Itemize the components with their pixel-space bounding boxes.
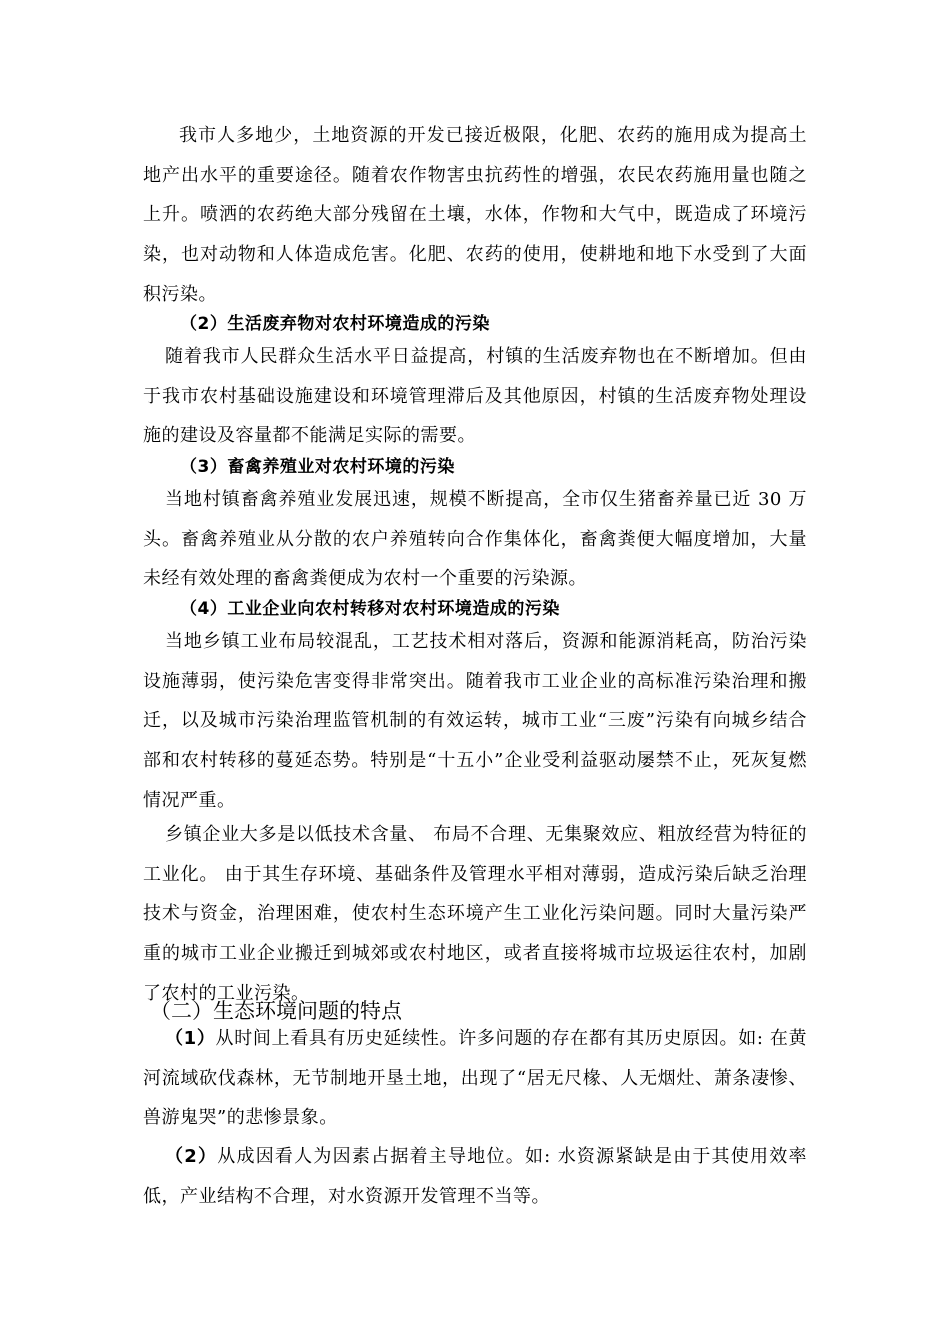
- item-label-1: （1）: [165, 1028, 216, 1049]
- section-heading-characteristics: （二）生态环境问题的特点: [150, 999, 402, 1023]
- paragraph-item-human-factor: [143, 1137, 807, 1216]
- heading-livestock: （3）畜禽养殖业对农村环境的污染: [180, 457, 455, 477]
- paragraph-industrial-transfer: 当地乡镇工业布局较混乱，工艺技术相对落后，资源和能源消耗高，防治污染设施薄弱，使污染危害变得非常突出。随着我市工业企业的高标准污染治理和搬迁，以及城市污染治理监管机制的有效运转，城市工业“三废”污染有向城乡结合部和农村转移的蔓延态势。特别是“十五小”企业受利益驱动屡禁不止，死灰复燃情况严重。: [143, 631, 807, 811]
- paragraph-item-historical: [143, 1019, 807, 1138]
- item-text-2: 从成因看人为因素占据着主导地位。如: 水资源紧缺是由于其使用效率低，产业结构不合理，对水资源开发管理不当等。: [143, 1146, 807, 1207]
- item-label-2: （2）: [165, 1146, 218, 1167]
- paragraph-township-enterprises: 乡镇企业大多是以低技术含量、 布局不合理、无集聚效应、粗放经营为特征的工业化。 由于其生存环境、基础条件及管理水平相对薄弱，造成污染后缺乏治理技术与资金，治理困难，使农村生态环境产生工业化污染问题。同时大量污染严重的城市工业企业搬迁到城郊或农村地区，或者直接将城市垃圾运往农村，加剧了农村的工业污染。: [143, 824, 807, 1004]
- heading-industrial-transfer: （4）工业企业向农村转移对农村环境造成的污染: [180, 599, 560, 619]
- heading-domestic-waste: （2）生活废弃物对农村环境造成的污染: [180, 314, 490, 334]
- paragraph-livestock: 当地村镇畜禽养殖业发展迅速，规模不断提高，全市仅生猪畜养量已近 30 万头。畜禽养殖业从分散的农户养殖转向合作集体化，畜禽粪便大幅度增加，大量未经有效处理的畜禽粪便成为农村一个重要的污染源。: [143, 489, 807, 590]
- paragraph-domestic-waste: 随着我市人民群众生活水平日益提高，村镇的生活废弃物也在不断增加。但由于我市农村基础设施建设和环境管理滞后及其他原因，村镇的生活废弃物处理设施的建设及容量都不能满足实际的需要。: [143, 346, 807, 447]
- item-text-1: 从时间上看具有历史延续性。许多问题的存在都有其历史原因。如: 在黄河流域砍伐森林，无节制地开垦土地，出现了“居无尺椽、人无烟灶、萧条凄惨、兽游鬼哭”的悲惨景象。: [143, 1028, 807, 1129]
- paragraph-fertilizer-pesticide: 我市人多地少，土地资源的开发已接近极限，化肥、农药的施用成为提高土地产出水平的重要途径。随着农作物害虫抗药性的增强，农民农药施用量也随之上升。喷洒的农药绝大部分残留在土壤，水体，作物和大气中，既造成了环境污染，也对动物和人体造成危害。化肥、农药的使用，使耕地和地下水受到了大面积污染。: [143, 125, 807, 305]
